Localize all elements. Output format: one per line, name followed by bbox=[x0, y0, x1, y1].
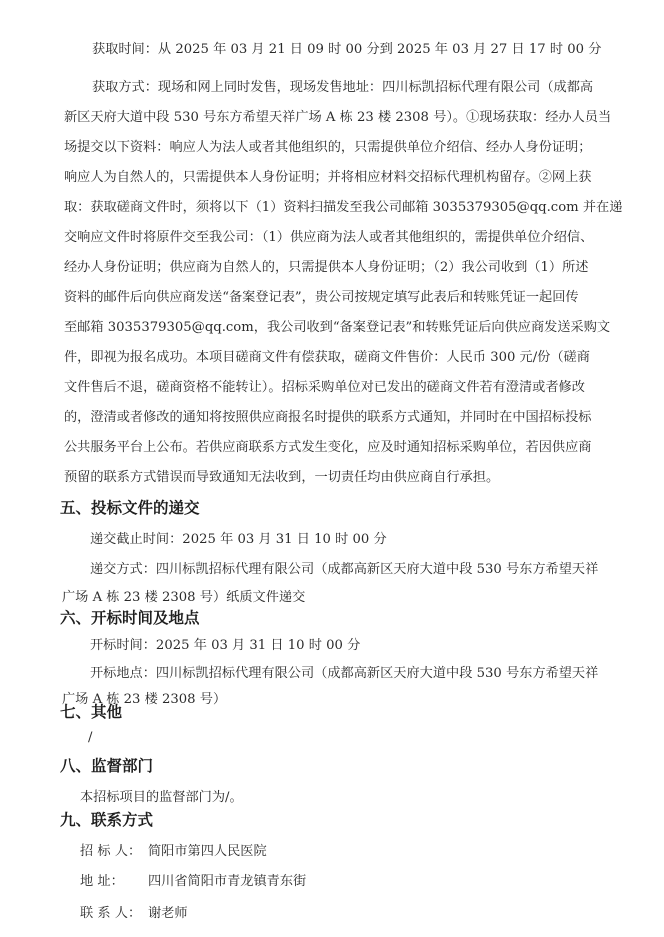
submission-method-cont: 广场 A 栋 23 楼 2308 号）纸质文件递交 bbox=[62, 590, 306, 605]
method-line: 至邮箱 3035379305@qq.com，我公司收到“备案登记表”和转账凭证后向供应商发送采购文 bbox=[64, 320, 611, 335]
contact-label: 地 址： bbox=[80, 874, 124, 889]
section-9-heading: 九、联系方式 bbox=[60, 811, 154, 829]
section-6-heading: 六、开标时间及地点 bbox=[60, 609, 200, 627]
section-5-heading: 五、投标文件的递交 bbox=[60, 499, 200, 517]
method-line: 资料的邮件后向供应商发送“备案登记表”，贵公司按规定填写此表后和转账凭证一起回传 bbox=[64, 290, 579, 305]
other-content: / bbox=[88, 730, 93, 745]
method-line: 新区天府大道中段 530 号东方希望天祥广场 A 栋 23 楼 2308 号）。①现场获取：经办人员当 bbox=[64, 110, 612, 125]
contact-row bbox=[80, 902, 188, 921]
section-7-heading: 七、其他 bbox=[60, 703, 123, 721]
section-8-heading: 八、监督部门 bbox=[60, 757, 154, 775]
contact-value: 简阳市第四人民医院 bbox=[148, 844, 267, 859]
method-line: 公共服务平台上公布。若供应商联系方式发生变化，应及时通知招标采购单位，若因供应商 bbox=[64, 440, 592, 455]
acquisition-time: 获取时间：从 2025 年 03 月 21 日 09 时 00 分到 2025 年 03 月 27 日 17 时 00 分 bbox=[92, 42, 602, 57]
method-line: 获取方式：现场和网上同时发售，现场发售地址：四川标凯招标代理有限公司（成都高 bbox=[92, 80, 594, 95]
contact-label: 联 系 人： bbox=[80, 906, 142, 921]
opening-place: 开标地点：四川标凯招标代理有限公司（成都高新区天府大道中段 530 号东方希望天祥 bbox=[90, 666, 599, 681]
method-line: 经办人身份证明；供应商为自然人的，只需提供本人身份证明；（2）我公司收到（1）所述 bbox=[64, 260, 589, 275]
contact-row bbox=[80, 870, 306, 889]
supervision-content: 本招标项目的监督部门为/。 bbox=[80, 790, 243, 805]
submission-deadline: 递交截止时间：2025 年 03 月 31 日 10 时 00 分 bbox=[90, 532, 387, 547]
contact-value: 四川省简阳市青龙镇青东街 bbox=[148, 874, 307, 889]
contact-label: 招 标 人： bbox=[80, 844, 142, 859]
method-line: 件，即视为报名成功。本项目磋商文件有偿获取，磋商文件售价：人民币 300 元/份（磋商 bbox=[64, 350, 590, 365]
method-line: 响应人为自然人的，只需提供本人身份证明；并将相应材料交招标代理机构留存。②网上获 bbox=[64, 170, 592, 185]
method-line: 预留的联系方式错误而导致通知无法收到，一切责任均由供应商自行承担。 bbox=[64, 470, 500, 485]
method-line: 文件售后不退，磋商资格不能转让）。招标采购单位对已发出的磋商文件若有澄清或者修改 bbox=[64, 380, 585, 395]
method-line: 场提交以下资料：响应人为法人或者其他组织的，只需提供单位介绍信、经办人身份证明； bbox=[64, 140, 592, 155]
method-line: 取：获取磋商文件时，须将以下（1）资料扫描发至我公司邮箱 3035379305@qq.com 并在递 bbox=[64, 200, 623, 215]
method-line: 交响应文件时将原件交至我公司：（1）供应商为法人或者其他组织的，需提供单位介绍信、 bbox=[64, 230, 594, 245]
contact-value: 谢老师 bbox=[148, 906, 188, 921]
opening-time: 开标时间：2025 年 03 月 31 日 10 时 00 分 bbox=[90, 638, 361, 653]
contact-row bbox=[80, 840, 267, 859]
method-line: 的，澄清或者修改的通知将按照供应商报名时提供的联系方式通知，并同时在中国招标投标 bbox=[64, 410, 592, 425]
opening-place-cont: 广场 A 栋 23 楼 2308 号） bbox=[62, 692, 227, 707]
submission-method: 递交方式：四川标凯招标代理有限公司（成都高新区天府大道中段 530 号东方希望天祥 bbox=[90, 562, 599, 577]
